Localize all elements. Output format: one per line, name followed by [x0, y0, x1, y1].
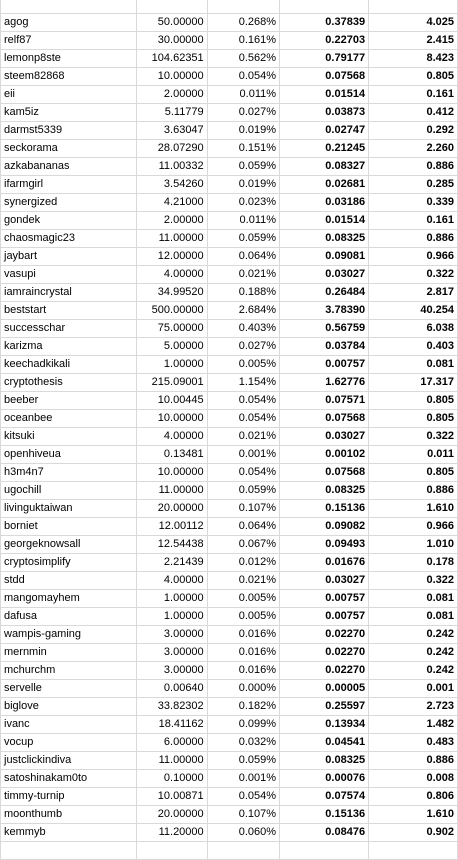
- value-b-cell[interactable]: 0.322: [369, 572, 458, 590]
- name-cell[interactable]: chaosmagic23: [1, 230, 137, 248]
- value-b-cell[interactable]: 0.292: [369, 122, 458, 140]
- percent-cell[interactable]: 0.182%: [207, 698, 279, 716]
- percent-cell[interactable]: 0.151%: [207, 140, 279, 158]
- value-b-cell[interactable]: 0.161: [369, 86, 458, 104]
- value-a-cell[interactable]: 0.03027: [280, 266, 369, 284]
- name-cell[interactable]: satoshinakam0to: [1, 770, 137, 788]
- percent-cell[interactable]: 0.054%: [207, 788, 279, 806]
- percent-cell[interactable]: 0.016%: [207, 626, 279, 644]
- value-b-cell[interactable]: 0.886: [369, 482, 458, 500]
- percent-cell[interactable]: 0.016%: [207, 662, 279, 680]
- table-row: [1, 248, 458, 266]
- amount-cell[interactable]: 10.00000: [136, 68, 207, 86]
- name-cell[interactable]: mchurchm: [1, 662, 137, 680]
- value-b-cell[interactable]: 0.412: [369, 104, 458, 122]
- value-a-cell[interactable]: 0.21245: [280, 140, 369, 158]
- amount-cell[interactable]: [136, 0, 207, 14]
- value-a-cell[interactable]: 0.08325: [280, 752, 369, 770]
- name-cell[interactable]: wampis-gaming: [1, 626, 137, 644]
- amount-cell[interactable]: 104.62351: [136, 50, 207, 68]
- value-a-cell[interactable]: 0.01514: [280, 212, 369, 230]
- value-a-cell[interactable]: 0.07568: [280, 464, 369, 482]
- value-b-cell[interactable]: 0.081: [369, 608, 458, 626]
- name-cell[interactable]: justclickindiva: [1, 752, 137, 770]
- name-cell[interactable]: georgeknowsall: [1, 536, 137, 554]
- amount-cell[interactable]: 0.10000: [136, 770, 207, 788]
- percent-cell[interactable]: 0.059%: [207, 482, 279, 500]
- value-b-cell[interactable]: 0.902: [369, 824, 458, 842]
- table-row: [1, 86, 458, 104]
- percent-cell[interactable]: 0.403%: [207, 320, 279, 338]
- table-row: [1, 536, 458, 554]
- value-b-cell[interactable]: 1.010: [369, 536, 458, 554]
- table-row: [1, 176, 458, 194]
- percent-cell[interactable]: 0.067%: [207, 536, 279, 554]
- name-cell[interactable]: karizma: [1, 338, 137, 356]
- amount-cell[interactable]: 30.00000: [136, 32, 207, 50]
- value-b-cell[interactable]: 0.805: [369, 392, 458, 410]
- value-b-cell[interactable]: 0.322: [369, 428, 458, 446]
- value-a-cell[interactable]: 0.00757: [280, 356, 369, 374]
- amount-cell[interactable]: 2.21439: [136, 554, 207, 572]
- name-cell[interactable]: gondek: [1, 212, 137, 230]
- value-b-cell[interactable]: 0.178: [369, 554, 458, 572]
- name-cell[interactable]: ivanc: [1, 716, 137, 734]
- value-a-cell[interactable]: 0.00102: [280, 446, 369, 464]
- name-cell[interactable]: kitsuki: [1, 428, 137, 446]
- value-a-cell[interactable]: 0.07568: [280, 410, 369, 428]
- table-row: [1, 824, 458, 842]
- value-b-cell[interactable]: 0.081: [369, 590, 458, 608]
- amount-cell[interactable]: 3.54260: [136, 176, 207, 194]
- value-b-cell[interactable]: 2.415: [369, 32, 458, 50]
- name-cell[interactable]: oceanbee: [1, 410, 137, 428]
- value-a-cell[interactable]: 0.00005: [280, 680, 369, 698]
- amount-cell[interactable]: 34.99520: [136, 284, 207, 302]
- value-a-cell[interactable]: 0.00757: [280, 590, 369, 608]
- value-a-cell[interactable]: 0.08325: [280, 230, 369, 248]
- percent-cell[interactable]: 0.059%: [207, 752, 279, 770]
- table-row: [1, 158, 458, 176]
- table-row: [1, 338, 458, 356]
- value-b-cell[interactable]: 8.423: [369, 50, 458, 68]
- amount-cell[interactable]: 4.00000: [136, 266, 207, 284]
- name-cell[interactable]: cryptosimplify: [1, 554, 137, 572]
- name-cell[interactable]: mangomayhem: [1, 590, 137, 608]
- amount-cell[interactable]: 215.09001: [136, 374, 207, 392]
- value-b-cell[interactable]: 1.610: [369, 806, 458, 824]
- value-a-cell[interactable]: 0.08476: [280, 824, 369, 842]
- name-cell[interactable]: cryptothesis: [1, 374, 137, 392]
- percent-cell[interactable]: 0.032%: [207, 734, 279, 752]
- name-cell[interactable]: openhiveua: [1, 446, 137, 464]
- value-b-cell[interactable]: 0.483: [369, 734, 458, 752]
- percent-cell[interactable]: 0.054%: [207, 68, 279, 86]
- amount-cell[interactable]: 4.21000: [136, 194, 207, 212]
- amount-cell[interactable]: 12.00112: [136, 518, 207, 536]
- table-row: [1, 644, 458, 662]
- table-row: [1, 14, 458, 32]
- amount-cell[interactable]: 10.00871: [136, 788, 207, 806]
- name-cell[interactable]: relf87: [1, 32, 137, 50]
- percent-cell[interactable]: 0.107%: [207, 806, 279, 824]
- amount-cell[interactable]: 11.00000: [136, 752, 207, 770]
- percent-cell[interactable]: 0.005%: [207, 590, 279, 608]
- percent-cell[interactable]: 0.059%: [207, 158, 279, 176]
- percent-cell[interactable]: 0.000%: [207, 680, 279, 698]
- table-row: [1, 572, 458, 590]
- value-b-cell[interactable]: 0.403: [369, 338, 458, 356]
- value-a-cell[interactable]: 0.09493: [280, 536, 369, 554]
- table-row: [1, 482, 458, 500]
- name-cell[interactable]: ifarmgirl: [1, 176, 137, 194]
- amount-cell[interactable]: 1.00000: [136, 608, 207, 626]
- value-b-cell[interactable]: 0.008: [369, 770, 458, 788]
- name-cell[interactable]: steem82868: [1, 68, 137, 86]
- value-a-cell[interactable]: 0.00757: [280, 608, 369, 626]
- name-cell[interactable]: vasupi: [1, 266, 137, 284]
- name-cell[interactable]: livinguktaiwan: [1, 500, 137, 518]
- value-a-cell[interactable]: [280, 0, 369, 14]
- name-cell[interactable]: seckorama: [1, 140, 137, 158]
- value-b-cell[interactable]: 0.805: [369, 68, 458, 86]
- percent-cell[interactable]: 0.027%: [207, 338, 279, 356]
- percent-cell[interactable]: 0.021%: [207, 572, 279, 590]
- name-cell[interactable]: ugochill: [1, 482, 137, 500]
- value-b-cell[interactable]: 0.339: [369, 194, 458, 212]
- value-a-cell[interactable]: 0.03873: [280, 104, 369, 122]
- value-a-cell[interactable]: 0.03784: [280, 338, 369, 356]
- percent-cell[interactable]: 0.021%: [207, 428, 279, 446]
- value-b-cell[interactable]: 0.242: [369, 662, 458, 680]
- table-row: [1, 230, 458, 248]
- amount-cell[interactable]: 20.00000: [136, 500, 207, 518]
- amount-cell[interactable]: 3.00000: [136, 644, 207, 662]
- percent-cell[interactable]: 0.027%: [207, 104, 279, 122]
- percent-cell[interactable]: 0.021%: [207, 266, 279, 284]
- table-row: [1, 842, 458, 860]
- amount-cell[interactable]: 11.00332: [136, 158, 207, 176]
- percent-cell[interactable]: 0.054%: [207, 464, 279, 482]
- value-b-cell[interactable]: 17.317: [369, 374, 458, 392]
- value-b-cell[interactable]: 0.886: [369, 752, 458, 770]
- name-cell[interactable]: azkabananas: [1, 158, 137, 176]
- percent-cell[interactable]: 0.001%: [207, 446, 279, 464]
- table-row: [1, 662, 458, 680]
- value-a-cell[interactable]: 0.09081: [280, 248, 369, 266]
- percent-cell[interactable]: 0.011%: [207, 212, 279, 230]
- value-b-cell[interactable]: 0.081: [369, 356, 458, 374]
- percent-cell[interactable]: 0.054%: [207, 392, 279, 410]
- percent-cell[interactable]: [207, 842, 279, 860]
- value-b-cell[interactable]: 0.806: [369, 788, 458, 806]
- amount-cell[interactable]: 50.00000: [136, 14, 207, 32]
- percent-cell[interactable]: 0.016%: [207, 644, 279, 662]
- table-row: [1, 428, 458, 446]
- percent-cell[interactable]: 0.001%: [207, 770, 279, 788]
- table-row: [1, 410, 458, 428]
- value-a-cell[interactable]: 0.08327: [280, 158, 369, 176]
- amount-cell[interactable]: 33.82302: [136, 698, 207, 716]
- value-a-cell[interactable]: 1.62776: [280, 374, 369, 392]
- amount-cell[interactable]: 2.00000: [136, 212, 207, 230]
- value-b-cell[interactable]: 40.254: [369, 302, 458, 320]
- value-a-cell[interactable]: 0.02270: [280, 644, 369, 662]
- table-row: [1, 554, 458, 572]
- value-a-cell[interactable]: 3.78390: [280, 302, 369, 320]
- table-row: [1, 608, 458, 626]
- table-row: [1, 374, 458, 392]
- value-b-cell[interactable]: 0.011: [369, 446, 458, 464]
- table-row: [1, 212, 458, 230]
- value-b-cell[interactable]: 0.886: [369, 158, 458, 176]
- percent-cell[interactable]: 0.161%: [207, 32, 279, 50]
- value-a-cell[interactable]: 0.02270: [280, 662, 369, 680]
- name-cell[interactable]: stdd: [1, 572, 137, 590]
- value-b-cell[interactable]: 0.285: [369, 176, 458, 194]
- table-row: [1, 770, 458, 788]
- percent-cell[interactable]: 0.562%: [207, 50, 279, 68]
- amount-cell[interactable]: 11.00000: [136, 230, 207, 248]
- value-a-cell[interactable]: 0.15136: [280, 806, 369, 824]
- name-cell[interactable]: beeber: [1, 392, 137, 410]
- table-row: [1, 50, 458, 68]
- value-b-cell[interactable]: 0.805: [369, 464, 458, 482]
- amount-cell[interactable]: [136, 842, 207, 860]
- table-row: [1, 752, 458, 770]
- value-a-cell[interactable]: 0.07568: [280, 68, 369, 86]
- value-b-cell[interactable]: [369, 0, 458, 14]
- name-cell[interactable]: eii: [1, 86, 137, 104]
- amount-cell[interactable]: 12.54438: [136, 536, 207, 554]
- amount-cell[interactable]: 10.00000: [136, 464, 207, 482]
- value-b-cell[interactable]: 0.886: [369, 230, 458, 248]
- amount-cell[interactable]: 5.00000: [136, 338, 207, 356]
- value-b-cell[interactable]: 0.161: [369, 212, 458, 230]
- value-b-cell[interactable]: 2.723: [369, 698, 458, 716]
- value-b-cell[interactable]: 0.966: [369, 518, 458, 536]
- amount-cell[interactable]: 4.00000: [136, 572, 207, 590]
- value-a-cell[interactable]: 0.13934: [280, 716, 369, 734]
- value-a-cell[interactable]: 0.09082: [280, 518, 369, 536]
- value-b-cell[interactable]: 6.038: [369, 320, 458, 338]
- value-a-cell[interactable]: 0.08325: [280, 482, 369, 500]
- table-row: [1, 68, 458, 86]
- percent-cell[interactable]: 0.011%: [207, 86, 279, 104]
- name-cell[interactable]: kemmyb: [1, 824, 137, 842]
- value-a-cell[interactable]: 0.01514: [280, 86, 369, 104]
- amount-cell[interactable]: 11.20000: [136, 824, 207, 842]
- name-cell[interactable]: [1, 842, 137, 860]
- name-cell[interactable]: beststart: [1, 302, 137, 320]
- name-cell[interactable]: h3m4n7: [1, 464, 137, 482]
- name-cell[interactable]: vocup: [1, 734, 137, 752]
- amount-cell[interactable]: 20.00000: [136, 806, 207, 824]
- name-cell[interactable]: servelle: [1, 680, 137, 698]
- amount-cell[interactable]: 1.00000: [136, 356, 207, 374]
- name-cell[interactable]: [1, 0, 137, 14]
- amount-cell[interactable]: 28.07290: [136, 140, 207, 158]
- value-a-cell[interactable]: 0.01676: [280, 554, 369, 572]
- table-row: [1, 266, 458, 284]
- name-cell[interactable]: timmy-turnip: [1, 788, 137, 806]
- table-row: [1, 734, 458, 752]
- value-a-cell[interactable]: 0.37839: [280, 14, 369, 32]
- name-cell[interactable]: borniet: [1, 518, 137, 536]
- amount-cell[interactable]: 0.13481: [136, 446, 207, 464]
- name-cell[interactable]: kam5iz: [1, 104, 137, 122]
- name-cell[interactable]: mernmin: [1, 644, 137, 662]
- value-b-cell[interactable]: 1.482: [369, 716, 458, 734]
- value-a-cell[interactable]: 0.15136: [280, 500, 369, 518]
- name-cell[interactable]: dafusa: [1, 608, 137, 626]
- amount-cell[interactable]: 75.00000: [136, 320, 207, 338]
- table-row: [1, 0, 458, 14]
- name-cell[interactable]: keechadkikali: [1, 356, 137, 374]
- percent-cell[interactable]: 0.019%: [207, 122, 279, 140]
- table-row: [1, 464, 458, 482]
- table-row: [1, 518, 458, 536]
- value-b-cell[interactable]: 0.242: [369, 644, 458, 662]
- table-row: [1, 194, 458, 212]
- value-a-cell[interactable]: 0.03186: [280, 194, 369, 212]
- percent-cell[interactable]: 0.012%: [207, 554, 279, 572]
- amount-cell[interactable]: 3.00000: [136, 662, 207, 680]
- table-row: [1, 356, 458, 374]
- table-row: [1, 806, 458, 824]
- amount-cell[interactable]: 500.00000: [136, 302, 207, 320]
- value-b-cell[interactable]: 4.025: [369, 14, 458, 32]
- name-cell[interactable]: moonthumb: [1, 806, 137, 824]
- table-row: [1, 716, 458, 734]
- name-cell[interactable]: darmst5339: [1, 122, 137, 140]
- percent-cell[interactable]: 0.005%: [207, 608, 279, 626]
- value-a-cell[interactable]: 0.04541: [280, 734, 369, 752]
- table-row: [1, 626, 458, 644]
- percent-cell[interactable]: 0.188%: [207, 284, 279, 302]
- table-row: [1, 680, 458, 698]
- name-cell[interactable]: agog: [1, 14, 137, 32]
- amount-cell[interactable]: 10.00445: [136, 392, 207, 410]
- table-row: [1, 302, 458, 320]
- percent-cell[interactable]: 0.099%: [207, 716, 279, 734]
- percent-cell[interactable]: 0.060%: [207, 824, 279, 842]
- percent-cell[interactable]: 0.019%: [207, 176, 279, 194]
- amount-cell[interactable]: 6.00000: [136, 734, 207, 752]
- amount-cell[interactable]: 10.00000: [136, 410, 207, 428]
- value-a-cell[interactable]: 0.03027: [280, 428, 369, 446]
- table-row: [1, 320, 458, 338]
- value-a-cell[interactable]: 0.02747: [280, 122, 369, 140]
- percent-cell[interactable]: 0.005%: [207, 356, 279, 374]
- value-a-cell[interactable]: 0.56759: [280, 320, 369, 338]
- table-row: [1, 392, 458, 410]
- table-row: [1, 104, 458, 122]
- value-a-cell[interactable]: 0.26484: [280, 284, 369, 302]
- value-b-cell[interactable]: 0.322: [369, 266, 458, 284]
- value-a-cell[interactable]: 0.02681: [280, 176, 369, 194]
- percent-cell[interactable]: 0.064%: [207, 518, 279, 536]
- percent-cell[interactable]: 0.268%: [207, 14, 279, 32]
- table-row: [1, 698, 458, 716]
- amount-cell[interactable]: 3.00000: [136, 626, 207, 644]
- name-cell[interactable]: lemonp8ste: [1, 50, 137, 68]
- value-b-cell[interactable]: 2.260: [369, 140, 458, 158]
- percent-cell[interactable]: 0.064%: [207, 248, 279, 266]
- name-cell[interactable]: iamraincrystal: [1, 284, 137, 302]
- name-cell[interactable]: jaybart: [1, 248, 137, 266]
- table-row: [1, 32, 458, 50]
- percent-cell[interactable]: 0.059%: [207, 230, 279, 248]
- value-a-cell[interactable]: 0.25597: [280, 698, 369, 716]
- value-a-cell[interactable]: 0.00076: [280, 770, 369, 788]
- amount-cell[interactable]: 4.00000: [136, 428, 207, 446]
- table-row: [1, 284, 458, 302]
- table-row: [1, 140, 458, 158]
- amount-cell[interactable]: 0.00640: [136, 680, 207, 698]
- table-row: [1, 122, 458, 140]
- value-a-cell[interactable]: 0.02270: [280, 626, 369, 644]
- value-a-cell[interactable]: 0.03027: [280, 572, 369, 590]
- amount-cell[interactable]: 11.00000: [136, 482, 207, 500]
- value-a-cell[interactable]: 0.22703: [280, 32, 369, 50]
- value-b-cell[interactable]: 2.817: [369, 284, 458, 302]
- percent-cell[interactable]: 2.684%: [207, 302, 279, 320]
- value-b-cell[interactable]: 0.242: [369, 626, 458, 644]
- percent-cell[interactable]: 1.154%: [207, 374, 279, 392]
- amount-cell[interactable]: 2.00000: [136, 86, 207, 104]
- value-a-cell[interactable]: 0.07574: [280, 788, 369, 806]
- amount-cell[interactable]: 18.41162: [136, 716, 207, 734]
- amount-cell[interactable]: 12.00000: [136, 248, 207, 266]
- percent-cell[interactable]: 0.107%: [207, 500, 279, 518]
- spreadsheet-body: [1, 0, 458, 860]
- value-b-cell[interactable]: 1.610: [369, 500, 458, 518]
- amount-cell[interactable]: 3.63047: [136, 122, 207, 140]
- value-b-cell[interactable]: [369, 842, 458, 860]
- table-row: [1, 788, 458, 806]
- table-row: [1, 500, 458, 518]
- value-b-cell[interactable]: 0.805: [369, 410, 458, 428]
- value-a-cell[interactable]: [280, 842, 369, 860]
- name-cell[interactable]: successchar: [1, 320, 137, 338]
- percent-cell[interactable]: 0.023%: [207, 194, 279, 212]
- name-cell[interactable]: synergized: [1, 194, 137, 212]
- amount-cell[interactable]: 5.11779: [136, 104, 207, 122]
- value-a-cell[interactable]: 0.07571: [280, 392, 369, 410]
- value-b-cell[interactable]: 0.966: [369, 248, 458, 266]
- amount-cell[interactable]: 1.00000: [136, 590, 207, 608]
- percent-cell[interactable]: [207, 0, 279, 14]
- name-cell[interactable]: biglove: [1, 698, 137, 716]
- table-row: [1, 446, 458, 464]
- percent-cell[interactable]: 0.054%: [207, 410, 279, 428]
- table-row: [1, 590, 458, 608]
- value-b-cell[interactable]: 0.001: [369, 680, 458, 698]
- value-a-cell[interactable]: 0.79177: [280, 50, 369, 68]
